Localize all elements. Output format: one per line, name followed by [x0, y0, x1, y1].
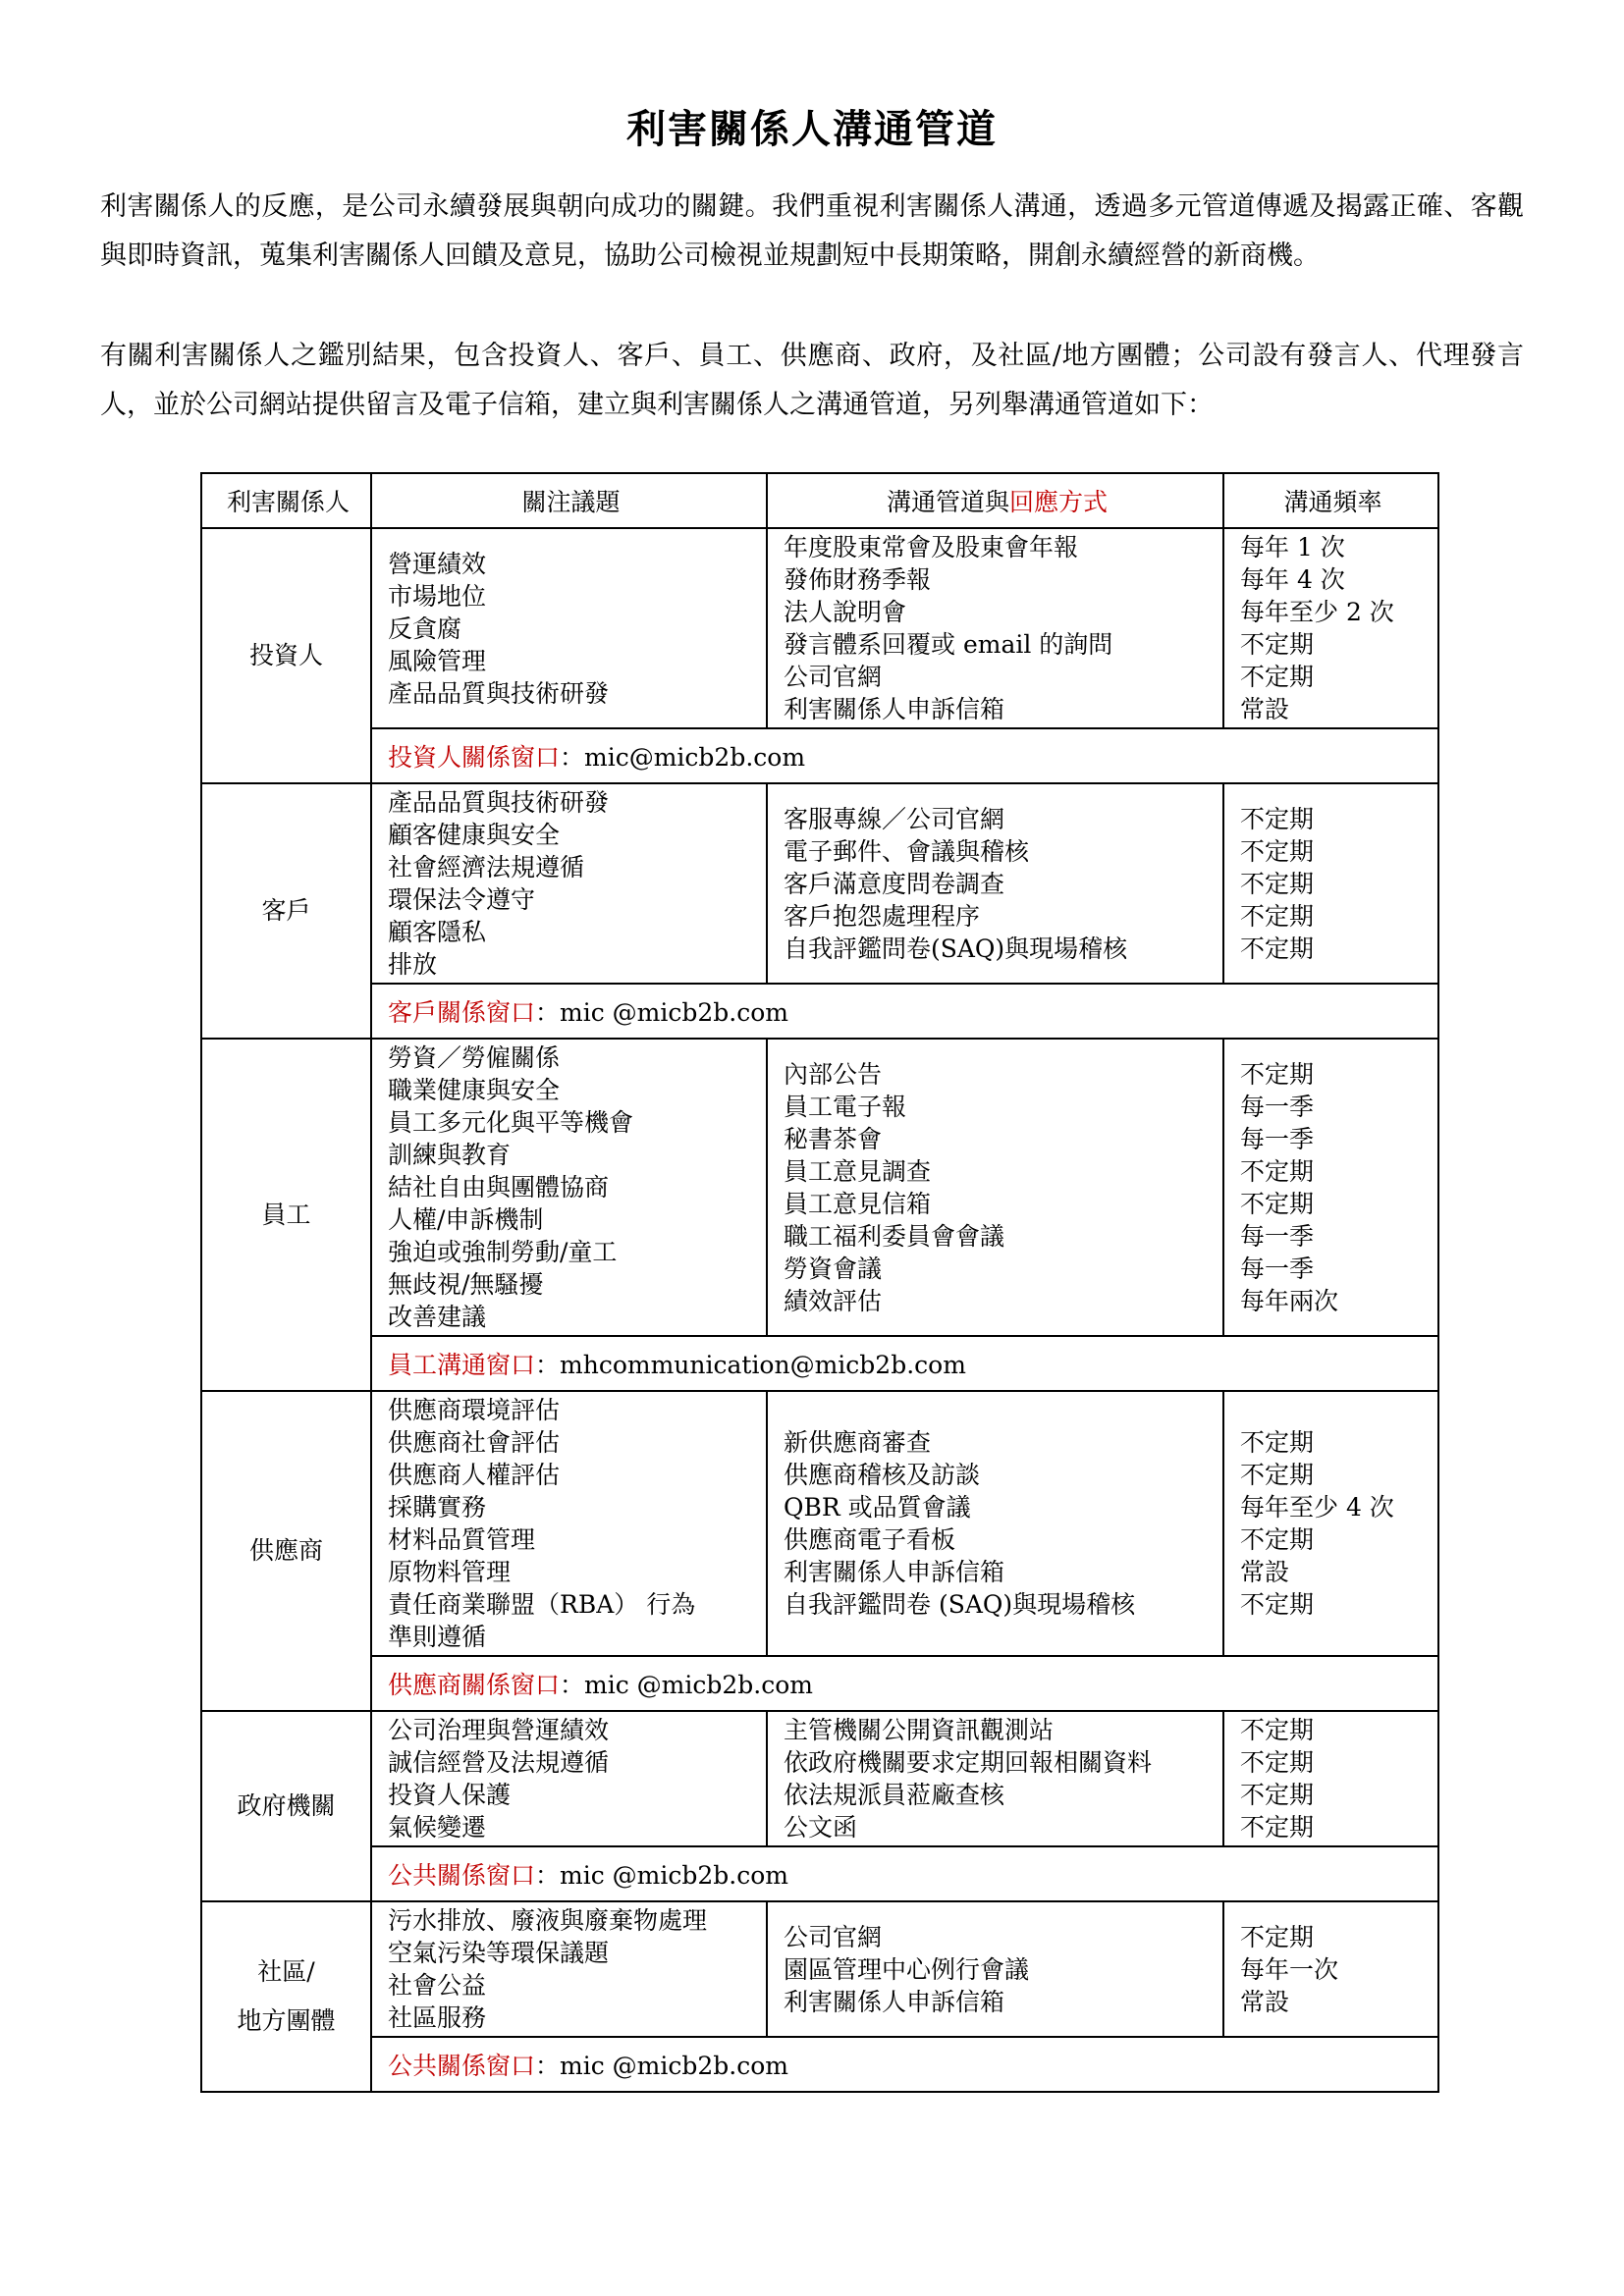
contact-cell	[371, 2037, 1438, 2092]
topic-item: 社區服務	[388, 2003, 487, 2032]
channel-item: 依政府機關要求定期回報相關資料	[784, 1748, 1153, 1777]
frequency-item: 不定期	[1240, 1922, 1315, 1951]
channel-item: 客服專線／公司官網	[784, 804, 1005, 833]
contact-row	[201, 1336, 1438, 1391]
frequency-item: 每一季	[1240, 1254, 1315, 1283]
frequency-item: 不定期	[1240, 1813, 1315, 1842]
contact-row	[201, 984, 1438, 1039]
channel-item: 秘書茶會	[784, 1124, 883, 1153]
contact-label: 員工溝通窗口	[388, 1351, 536, 1379]
frequency-item: 不定期	[1240, 1748, 1315, 1777]
channel-item: 公司官網	[784, 1922, 883, 1951]
stakeholder-table	[200, 472, 1439, 2093]
stakeholder-name-line: 社區/	[257, 1957, 315, 1986]
topic-item: 社會經濟法規遵循	[388, 853, 585, 881]
channels-cell	[767, 1039, 1223, 1336]
frequency-item: 每一季	[1240, 1221, 1315, 1251]
frequency-item: 每年一次	[1240, 1954, 1339, 1984]
frequency-item: 不定期	[1240, 869, 1315, 898]
channel-item: 新供應商審查	[784, 1428, 932, 1457]
topic-item: 空氣污染等環保議題	[388, 1939, 610, 1967]
topic-item: 勞資／勞僱關係	[388, 1043, 561, 1072]
channel-item: 員工電子報	[784, 1092, 907, 1121]
frequency-item: 常設	[1240, 695, 1290, 723]
frequency-item: 每年 4 次	[1240, 565, 1345, 594]
topics-cell	[371, 1711, 767, 1846]
channel-item: 職工福利委員會會議	[784, 1221, 1005, 1251]
frequency-item: 不定期	[1240, 1781, 1315, 1809]
stakeholder-name	[201, 1901, 371, 2092]
channel-item: 發佈財務季報	[784, 565, 932, 594]
topic-item: 員工多元化與平等機會	[388, 1108, 634, 1137]
frequency-item: 不定期	[1240, 1059, 1315, 1089]
topic-item: 公司治理與營運績效	[388, 1716, 610, 1744]
stakeholder-name	[201, 1391, 371, 1711]
stakeholder-name	[201, 1039, 371, 1391]
frequency-cell	[1223, 1039, 1438, 1336]
frequency-item: 不定期	[1240, 1189, 1315, 1218]
channel-item: QBR 或品質會議	[784, 1493, 971, 1522]
header-channels-prefix: 溝通管道與	[886, 488, 1009, 516]
frequency-cell	[1223, 528, 1438, 728]
channel-item: 園區管理中心例行會議	[784, 1954, 1030, 1984]
topic-item: 強迫或強制勞動/童工	[388, 1238, 618, 1266]
frequency-item: 每年至少 2 次	[1240, 598, 1394, 626]
frequency-item: 每年 1 次	[1240, 533, 1345, 561]
topic-item: 訓練與教育	[388, 1141, 512, 1169]
channel-item: 供應商電子看板	[784, 1525, 956, 1554]
topic-item: 採購實務	[388, 1493, 487, 1522]
table-row	[201, 1391, 1438, 1656]
channel-item: 利害關係人申訴信箱	[784, 1558, 1005, 1586]
frequency-item: 不定期	[1240, 1461, 1315, 1489]
header-frequency: 溝通頻率	[1223, 473, 1438, 528]
channel-item: 自我評鑑問卷 (SAQ)與現場稽核	[784, 1590, 1136, 1619]
topics-cell	[371, 783, 767, 984]
topic-item: 人權/申訴機制	[388, 1205, 544, 1234]
header-channels	[767, 473, 1223, 528]
topic-item: 無歧視/無騷擾	[388, 1270, 544, 1299]
frequency-item: 不定期	[1240, 630, 1315, 659]
channel-item: 法人說明會	[784, 598, 907, 626]
topics-cell	[371, 1901, 767, 2037]
table-body	[201, 528, 1438, 2092]
channel-item: 公文函	[784, 1813, 858, 1842]
channel-item: 客戶抱怨處理程序	[784, 901, 981, 931]
topics-cell	[371, 1391, 767, 1656]
topic-item: 市場地位	[388, 581, 487, 611]
table-header-row	[201, 473, 1438, 528]
topic-item: 職業健康與安全	[388, 1076, 561, 1104]
topic-item: 排放	[388, 950, 438, 979]
stakeholder-name	[201, 783, 371, 1039]
contact-cell	[371, 984, 1438, 1039]
topic-item: 準則遵循	[388, 1623, 487, 1651]
stakeholder-name-line: 供應商	[248, 1536, 323, 1565]
topic-item: 營運績效	[388, 549, 487, 578]
table-row	[201, 783, 1438, 984]
table-row	[201, 1039, 1438, 1336]
channel-item: 供應商稽核及訪談	[784, 1461, 981, 1489]
frequency-item: 不定期	[1240, 1590, 1315, 1619]
contact-email: ：mic @micb2b.com	[535, 2052, 788, 2080]
frequency-item: 不定期	[1240, 1428, 1315, 1457]
intro-paragraph-2: 有關利害關係人之鑑別結果，包含投資人、客戶、員工、供應商、政府，及社區/地方團體；公司設有發言人、代理發言人，並於公司網站提供留言及電子信箱，建立與利害關係人之溝通管道，另列舉溝通管道如下：	[100, 341, 1524, 420]
topic-item: 產品品質與技術研發	[388, 788, 610, 817]
channel-item: 公司官網	[784, 663, 883, 691]
topic-item: 反貪腐	[388, 614, 462, 643]
contact-email: ：mic @micb2b.com	[535, 1861, 788, 1890]
contact-cell	[371, 1656, 1438, 1711]
table-row	[201, 528, 1438, 728]
frequency-item: 不定期	[1240, 804, 1315, 833]
channel-item: 員工意見調查	[784, 1156, 932, 1186]
stakeholder-name-line: 地方團體	[237, 2006, 336, 2035]
header-channels-highlight: 回應方式	[1009, 488, 1109, 516]
frequency-item: 每一季	[1240, 1092, 1315, 1121]
frequency-cell	[1223, 1711, 1438, 1846]
channel-item: 利害關係人申訴信箱	[784, 1987, 1005, 2016]
frequency-item: 每一季	[1240, 1124, 1315, 1153]
channel-item: 員工意見信箱	[784, 1189, 932, 1218]
frequency-cell	[1223, 1901, 1438, 2037]
topic-item: 產品品質與技術研發	[388, 678, 610, 708]
topic-item: 供應商環境評估	[388, 1396, 561, 1424]
contact-row	[201, 2037, 1438, 2092]
channel-item: 自我評鑑問卷(SAQ)與現場稽核	[784, 934, 1128, 963]
frequency-cell	[1223, 783, 1438, 984]
stakeholder-name-line: 客戶	[261, 896, 311, 925]
contact-email: ：mic@micb2b.com	[560, 743, 806, 772]
frequency-item: 每年兩次	[1240, 1286, 1339, 1315]
channel-item: 利害關係人申訴信箱	[784, 695, 1005, 723]
topic-item: 投資人保護	[388, 1781, 512, 1809]
frequency-item: 常設	[1240, 1987, 1290, 2016]
frequency-item: 不定期	[1240, 836, 1315, 866]
header-topics: 關注議題	[371, 473, 767, 528]
contact-email: ：mic @micb2b.com	[560, 1671, 813, 1699]
contact-row	[201, 1656, 1438, 1711]
table-row	[201, 1711, 1438, 1846]
frequency-item: 每年至少 4 次	[1240, 1493, 1394, 1522]
contact-cell	[371, 1336, 1438, 1391]
topic-item: 供應商社會評估	[388, 1428, 561, 1457]
frequency-item: 常設	[1240, 1558, 1290, 1586]
channel-item: 主管機關公開資訊觀測站	[784, 1716, 1055, 1744]
frequency-item: 不定期	[1240, 901, 1315, 931]
contact-email: ：mhcommunication@micb2b.com	[535, 1351, 966, 1379]
channels-cell	[767, 1711, 1223, 1846]
topic-item: 環保法令遵守	[388, 885, 536, 914]
contact-label: 供應商關係窗口	[388, 1671, 561, 1699]
stakeholder-name-line: 投資人	[248, 641, 323, 669]
topic-item: 結社自由與團體協商	[388, 1173, 610, 1201]
frequency-item: 不定期	[1240, 663, 1315, 691]
frequency-item: 不定期	[1240, 1525, 1315, 1554]
topic-item: 顧客隱私	[388, 918, 487, 946]
stakeholder-name	[201, 1711, 371, 1901]
topic-item: 社會公益	[388, 1971, 487, 2000]
channels-cell	[767, 1901, 1223, 2037]
frequency-item: 不定期	[1240, 934, 1315, 963]
topic-item: 材料品質管理	[388, 1525, 536, 1554]
channels-cell	[767, 783, 1223, 984]
channel-item: 年度股東常會及股東會年報	[784, 533, 1079, 561]
topic-item: 誠信經營及法規遵循	[388, 1748, 610, 1777]
stakeholder-name-line: 政府機關	[237, 1791, 336, 1820]
topic-item: 風險管理	[388, 646, 487, 675]
channel-item: 內部公告	[784, 1059, 883, 1089]
channel-item: 依法規派員蒞廠查核	[784, 1781, 1005, 1809]
channel-item: 勞資會議	[784, 1254, 883, 1283]
contact-row	[201, 1846, 1438, 1901]
contact-row	[201, 728, 1438, 783]
table-row	[201, 1901, 1438, 2037]
frequency-item: 不定期	[1240, 1156, 1315, 1186]
header-stakeholder: 利害關係人	[201, 473, 371, 528]
topics-cell	[371, 528, 767, 728]
intro-paragraph-1: 利害關係人的反應，是公司永續發展與朝向成功的關鍵。我們重視利害關係人溝通，透過多元管道傳遞及揭露正確、客觀與即時資訊，蒐集利害關係人回饋及意見，協助公司檢視並規劃短中長期策略，開創永續經營的新商機。	[100, 191, 1524, 271]
topic-item: 顧客健康與安全	[388, 821, 561, 849]
contact-email: ：mic @micb2b.com	[535, 998, 788, 1027]
contact-label: 公共關係窗口	[388, 2052, 536, 2080]
frequency-cell	[1223, 1391, 1438, 1656]
topic-item: 原物料管理	[388, 1558, 512, 1586]
channel-item: 客戶滿意度問卷調查	[784, 869, 1005, 898]
topic-item: 污水排放、廢液與廢棄物處理	[388, 1906, 708, 1935]
contact-label: 投資人關係窗口	[388, 743, 561, 772]
contact-cell	[371, 1846, 1438, 1901]
topic-item: 改善建議	[388, 1303, 487, 1331]
channel-item: 發言體系回覆或 email 的詢問	[784, 630, 1113, 659]
stakeholder-name	[201, 528, 371, 783]
channel-item: 電子郵件、會議與稽核	[784, 836, 1030, 866]
channels-cell	[767, 1391, 1223, 1656]
topics-cell	[371, 1039, 767, 1336]
contact-label: 客戶關係窗口	[388, 998, 536, 1027]
contact-label: 公共關係窗口	[388, 1861, 536, 1890]
frequency-item: 不定期	[1240, 1716, 1315, 1744]
channels-cell	[767, 528, 1223, 728]
page-title: 利害關係人溝通管道	[626, 106, 998, 152]
contact-cell	[371, 728, 1438, 783]
topic-item: 責任商業聯盟（RBA） 行為	[388, 1590, 696, 1619]
topic-item: 供應商人權評估	[388, 1461, 561, 1489]
stakeholder-name-line: 員工	[261, 1200, 311, 1229]
channel-item: 績效評估	[784, 1286, 883, 1315]
topic-item: 氣候變遷	[388, 1813, 487, 1842]
